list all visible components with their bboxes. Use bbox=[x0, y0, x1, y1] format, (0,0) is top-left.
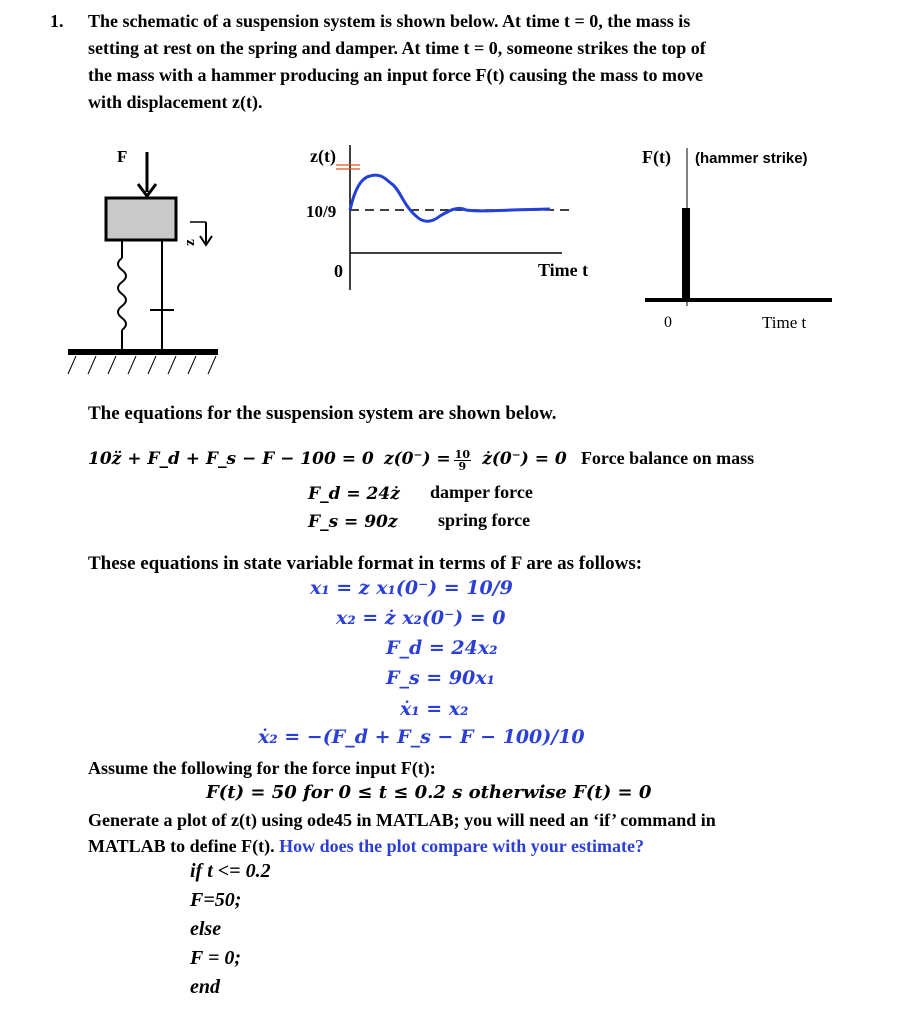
force-balance-row bbox=[88, 448, 754, 472]
code-line-3: else bbox=[190, 918, 222, 940]
damper-equation: F_d = 24ż bbox=[308, 484, 400, 504]
schematic-z-label: z bbox=[181, 239, 198, 246]
force-definition: F(t) = 50 for 0 ≤ t ≤ 0.2 s otherwise F(t) = 0 bbox=[206, 782, 652, 803]
state-intro: These equations in state variable format in terms of F are as follows: bbox=[88, 553, 643, 574]
response-origin-label: 0 bbox=[334, 261, 343, 281]
force-plot-title: F(t) bbox=[642, 147, 671, 167]
spring-label: spring force bbox=[438, 510, 531, 530]
generate-question: How does the plot compare with your estimate? bbox=[279, 836, 644, 856]
initial-condition-fraction: $\frac{10}{9}$ bbox=[454, 447, 470, 473]
spring-equation: F_s = 90z bbox=[308, 512, 398, 532]
damper-label: damper force bbox=[430, 482, 533, 502]
problem-line-4: with displacement z(t). bbox=[88, 92, 263, 112]
code-line-1: if t <= 0.2 bbox=[190, 860, 271, 882]
assume-text: Assume the following for the force input F(t): bbox=[88, 758, 436, 778]
state-eq-3: F_d = 24x₂ bbox=[386, 637, 498, 659]
generate-line-2-prefix: MATLAB to define F(t). bbox=[88, 836, 275, 856]
state-eq-6: ẋ₂ = −(F_d + F_s − F − 100)/10 bbox=[258, 726, 585, 748]
suspension-schematic bbox=[60, 140, 230, 380]
generate-line-2 bbox=[88, 833, 644, 860]
initial-condition-zdot: ż(0⁻) = 0 bbox=[482, 449, 567, 469]
schematic-force-label: F bbox=[117, 147, 128, 166]
spring-coil bbox=[118, 258, 126, 330]
problem-line-2: setting at rest on the spring and damper. At time t = 0, someone strikes the top of bbox=[88, 38, 706, 58]
generate-line-1: Generate a plot of z(t) using ode45 in MATLAB; you will need an ‘if’ command in bbox=[88, 810, 716, 830]
state-eq-2: x₂ = ż x₂(0⁻) = 0 bbox=[336, 607, 506, 629]
force-impulse-bar bbox=[682, 208, 690, 302]
code-line-5: end bbox=[190, 976, 220, 998]
force-balance-label: Force balance on mass bbox=[580, 448, 755, 468]
state-eq-4: F_s = 90x₁ bbox=[386, 667, 495, 689]
response-curve bbox=[350, 175, 550, 221]
mass-block bbox=[106, 198, 176, 240]
state-eq-5: ẋ₁ = x₂ bbox=[400, 698, 469, 720]
problem-line-1: The schematic of a suspension system is shown below. At time t = 0, the mass is bbox=[88, 11, 691, 31]
initial-condition-z: z(0⁻) = bbox=[383, 449, 451, 469]
problem-number: 1. bbox=[50, 11, 64, 31]
problem-line-3: the mass with a hammer producing an input force F(t) causing the mass to move bbox=[88, 65, 703, 85]
force-x-label: Time t bbox=[762, 313, 807, 332]
state-eq-1: x₁ = z x₁(0⁻) = 10/9 bbox=[310, 577, 513, 599]
force-origin-label: 0 bbox=[664, 314, 672, 331]
response-x-label: Time t bbox=[538, 260, 589, 280]
response-y-label: z(t) bbox=[310, 146, 336, 166]
response-level-label: 10/9 bbox=[306, 202, 337, 221]
code-line-2: F=50; bbox=[190, 889, 242, 911]
force-plot-note: (hammer strike) bbox=[695, 150, 808, 167]
code-line-4: F = 0; bbox=[190, 947, 242, 969]
equations-intro: The equations for the suspension system are shown below. bbox=[88, 403, 557, 424]
force-balance-lhs: 10z̈ + F_d + F_s − F − 100 = 0 bbox=[88, 449, 374, 469]
